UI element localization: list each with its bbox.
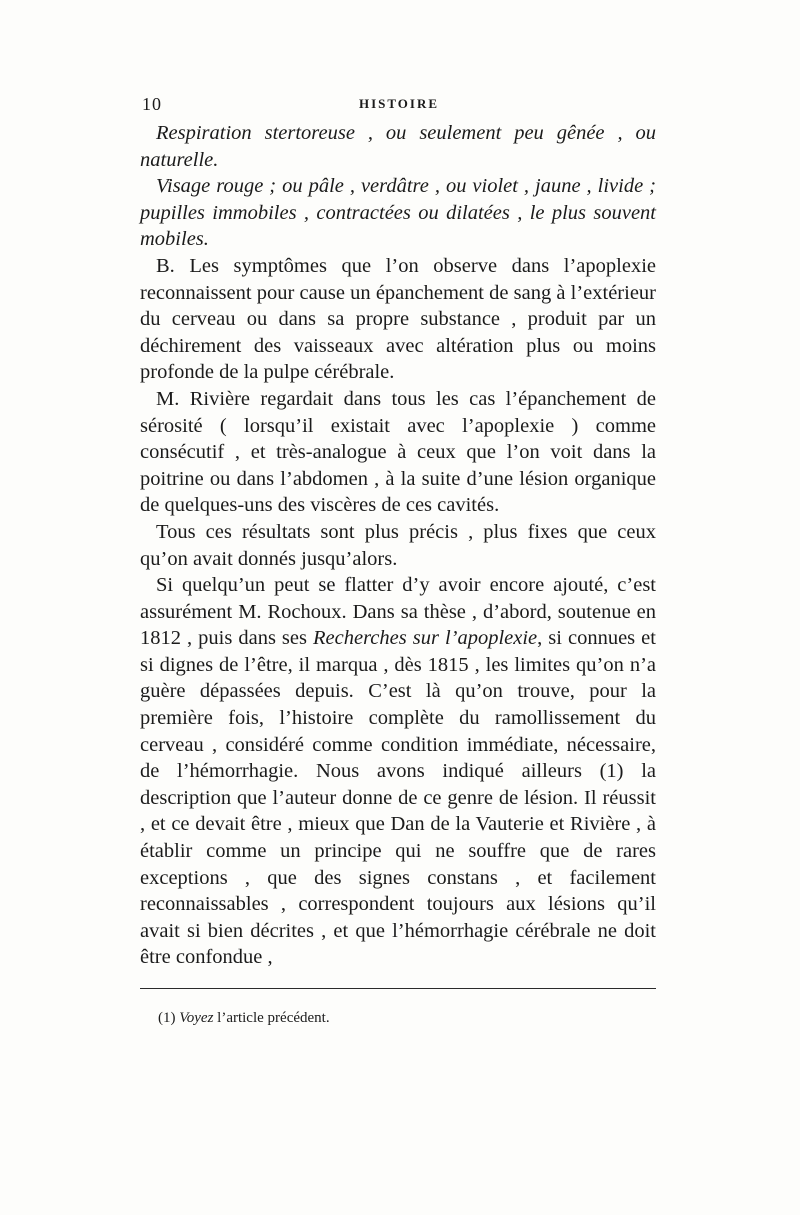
footnote [158, 1008, 656, 1028]
footnote-italic-word: Voyez [179, 1010, 214, 1026]
book-title-reference: Recherches sur l’apoplexie [313, 627, 538, 650]
paragraph-respiration [140, 120, 656, 173]
running-title: HISTOIRE [358, 96, 440, 111]
paragraph-segment: Tous ces résultats sont plus précis , plus fixes que ceux qu’on avait donnés jusqu’alors. [140, 520, 656, 570]
paragraph-resultats [140, 519, 656, 572]
paragraph-riviere [140, 386, 656, 519]
footnote-marker: (1) [158, 1010, 176, 1026]
running-head [142, 94, 656, 114]
footnote-rule [140, 988, 656, 989]
paragraph-visage [140, 173, 656, 253]
paragraph-b-symptomes [140, 253, 656, 386]
paragraph-segment: Visage rouge ; ou pâle , verdâtre , ou violet , jaune , livide ; pupilles immobiles , contractées ou dilatées , le plus souvent mobiles. [140, 175, 656, 251]
paragraph-rochoux [140, 572, 656, 971]
paragraph-segment: Si quelqu’un peut se flatter d’y avoir encore ajouté, c’est assurément M. Rochoux. Dans sa thèse , d’abord, soutenue en 1812 , puis dans ses [140, 574, 656, 650]
footnote-text: l’article précédent. [217, 1010, 330, 1026]
paragraph-segment: , si connues et si dignes de l’être, il marqua , dès 1815 , les limites qu’on n’a guère dépassées depuis. C’est là qu’on trouve, pour la première fois, l’histoire complète du ramollissement du cerveau , considéré comme condition immédiate, nécessaire, de l’hémorrhagie. Nous avons indiqué ailleurs (1) la description que l’auteur donne de ce genre de lésion. Il réussit , et ce devait être , mieux que Dan de la Vauterie et Rivière , à établir comme un principe qui ne souffre que de rares exceptions , que des signes constans , et facilement reconnaissables , correspondent toujours aux lésions qu’il avait si bien décrites , et que l’hémorrhagie cérébrale ne doit être confondue , [140, 627, 656, 969]
paragraph-segment: Respiration stertoreuse , ou seulement peu gênée , ou naturelle. [140, 122, 656, 171]
page-number: 10 [142, 94, 162, 114]
paragraph-segment: M. Rivière regardait dans tous les cas l’épanchement de sérosité ( lorsqu’il existait avec l’apoplexie ) comme consécutif , et très-analogue à ceux que l’on voit dans la poitrine ou dans l’abdomen , à la suite d’une lésion organique de quelques-uns des viscères de ces cavités. [140, 387, 656, 517]
paragraph-segment: B. Les symptômes que l’on observe dans l’apoplexie reconnaissent pour cause un épanchement de sang à l’extérieur du cerveau ou dans sa propre substance , produit par un déchirement des vaisseaux avec altération plus ou moins profonde de la pulpe cérébrale. [140, 254, 656, 384]
body-text [140, 120, 656, 971]
